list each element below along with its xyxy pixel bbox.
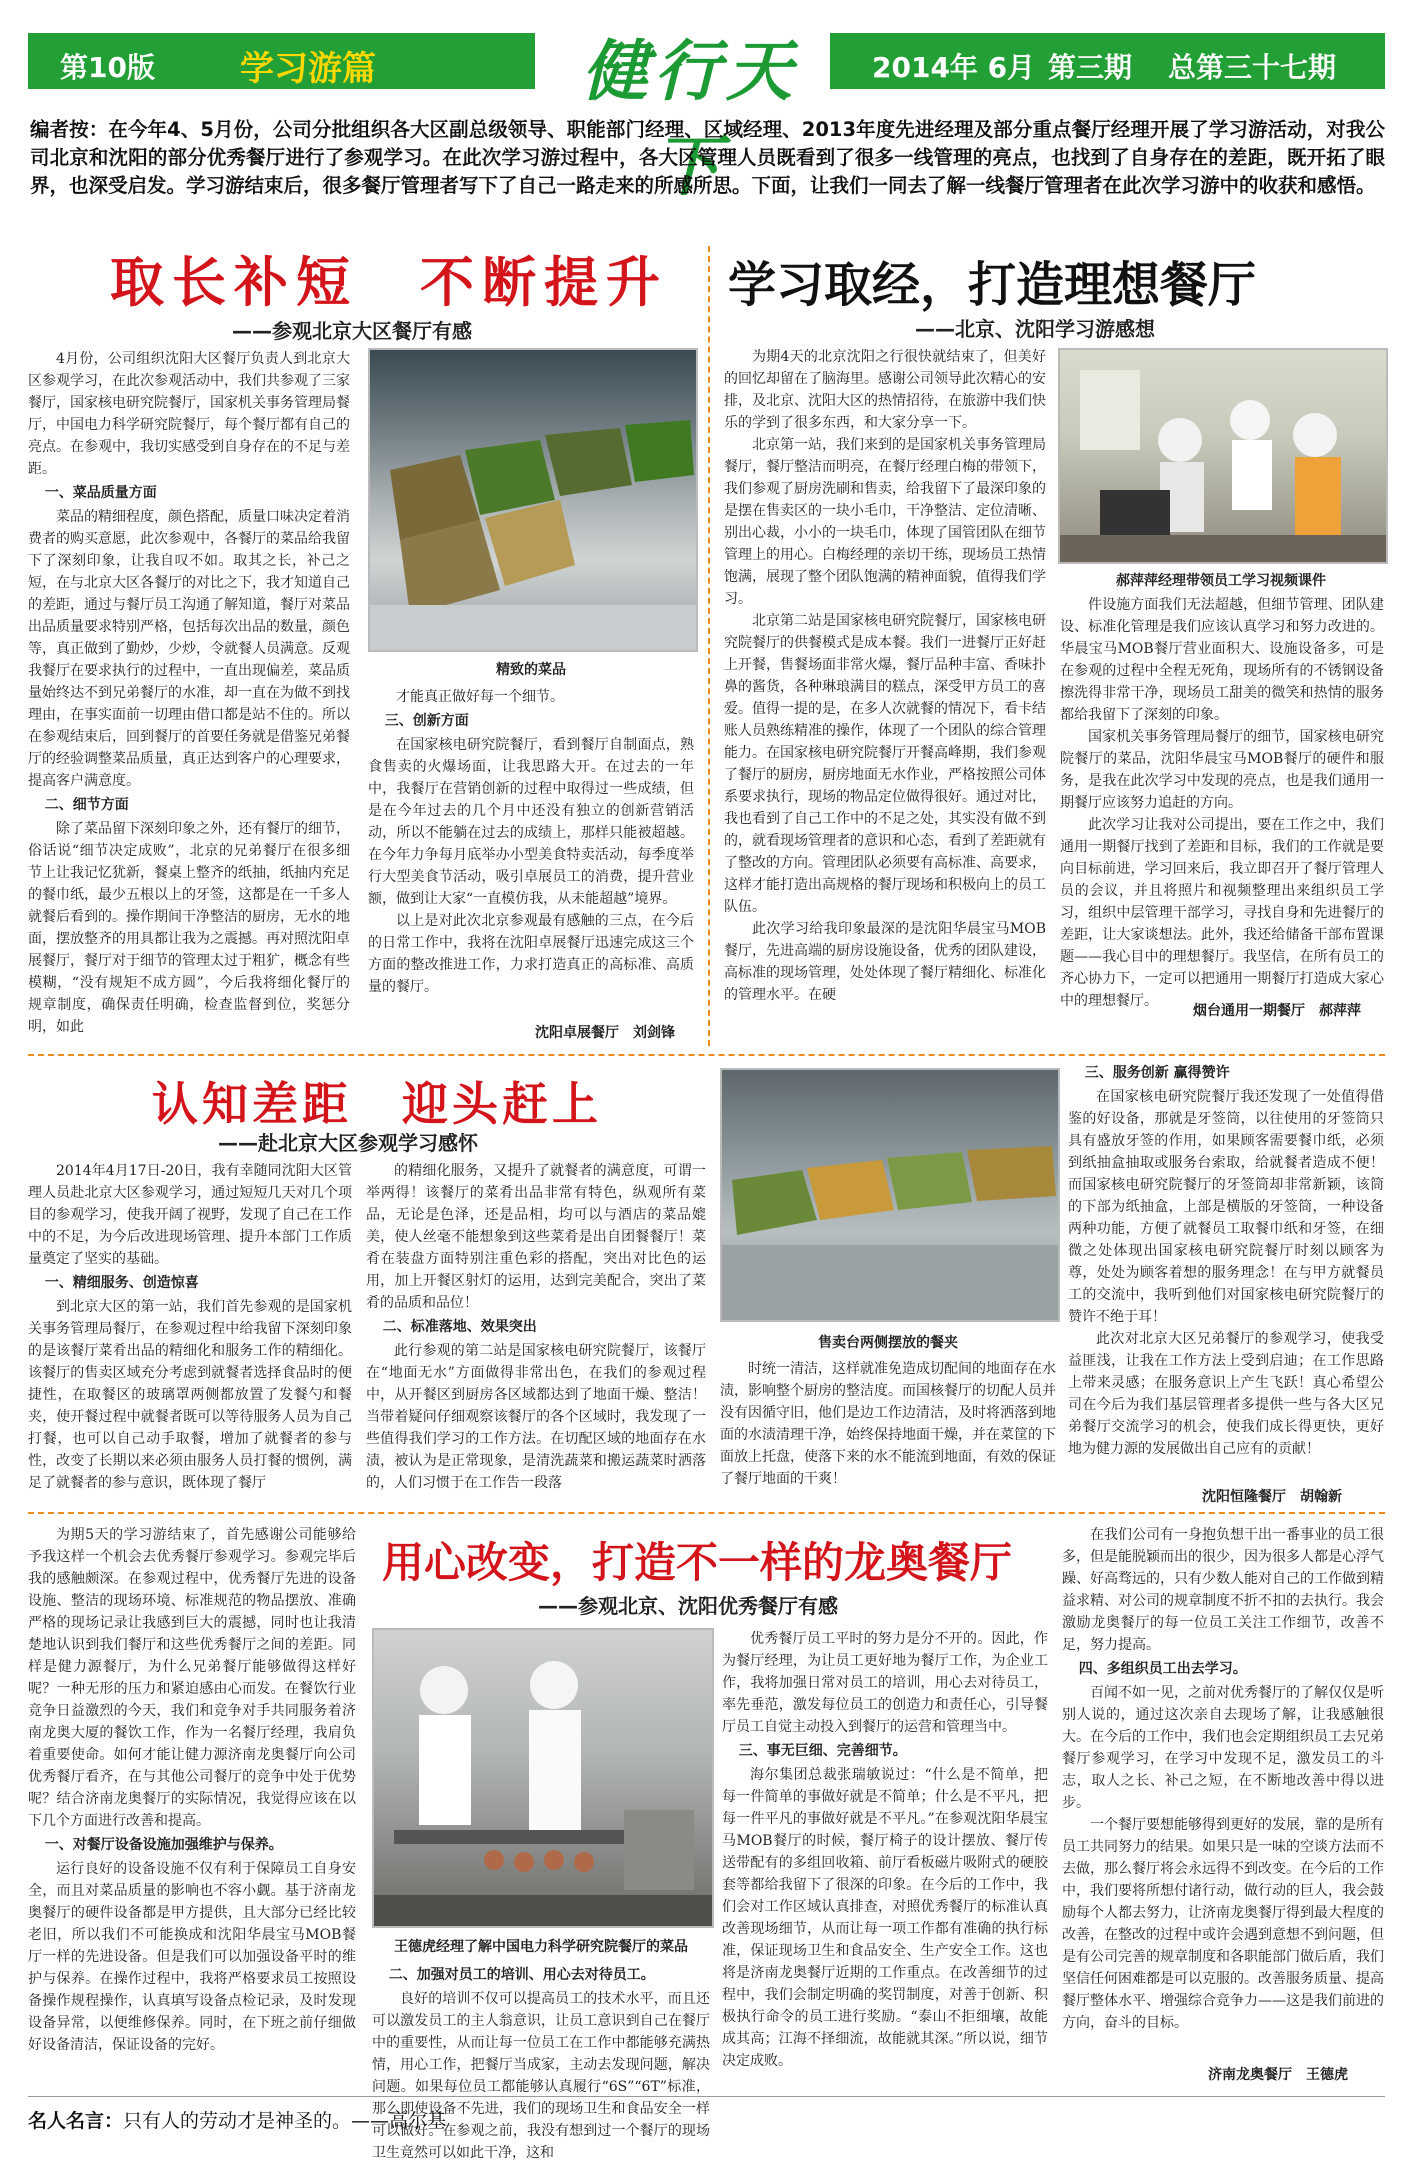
paragraph: 4月份，公司组织沈阳大区餐厅负责人到北京大区参观学习，在此次参观活动中，我们共参观了三家餐厅，国家核电研究院餐厅，国家机关事务管理局餐厅，中国电力科学研究院餐厅，每个餐厅都有自己的亮点。在参观中，我切实感受到自身存在的不足与差距。 — [28, 351, 350, 477]
article3-title: 认知差距 迎头赶上 — [152, 1077, 602, 1131]
training-illustration — [1060, 350, 1386, 562]
article2-title: 学习取经，打造理想餐厅 — [728, 257, 1257, 313]
section-heading: 三、事无巨细、完善细节。 — [738, 1743, 907, 1759]
section-heading: 四、多组织员工出去学习。 — [1078, 1661, 1247, 1677]
article3-caption: 售卖台两侧摆放的餐夹 — [818, 1335, 958, 1351]
training-photo — [1058, 348, 1388, 564]
article4-col3 — [722, 1628, 1048, 2094]
kitchen-photo — [372, 1628, 714, 1928]
article4-title: 用心改变，打造不一样的龙奥餐厅 — [382, 1538, 1013, 1587]
article2-col2 — [1060, 594, 1384, 1009]
article3-col2 — [366, 1160, 706, 1491]
paragraph: 的精细化服务，又提升了就餐者的满意度，可谓一举两得！该餐厅的菜肴出品非常有特色，纵观所有菜品，无论是色泽，还是品相，均可以与酒店的菜品媲美，使人丝毫不能想象到这些菜肴是出自团餐餐厅！菜肴在装盘方面特别注重色彩的搭配，突出对比色的运用，加上开餐区射灯的运用，达到完美配合，突出了菜肴的品质和品位！ — [366, 1163, 706, 1311]
paragraph: 海尔集团总裁张瑞敏说过：“什么是不简单，把每一件简单的事做好就是不简单；什么是不平凡，把每一件平凡的事做好就是不平凡。”在参观沈阳华晨宝马MOB餐厅的时候，餐厅椅子的设计摆放、餐厅传送带配有的多组回收箱、前厅看板磁片吸附式的硬胶套等都给我留下了很深的印象。在今后的工作中，我们会对工作区域认真排查，对照优秀餐厅的标准认真改善现场细节，从而让每一项工作都有准确的执行标准，保证现场卫生和食品安全、生产安全工作。这也将是济南龙奥餐厅近期的工作重点。在改善细节的过程中，我们会制定明确的奖罚制度，对善于创新、积极执行命令的员工进行奖励。“泰山不拒细壤，故能成其高；江海不择细流，故能就其深。”所以说，细节决定成败。 — [722, 1767, 1048, 2069]
article4-col1 — [28, 1524, 356, 2090]
section-heading: 一、对餐厅设备设施加强维护与保养。 — [44, 1837, 283, 1853]
article2-subtitle: ——北京、沈阳学习游感想 — [915, 317, 1155, 341]
article3-signature: 沈阳恒隆餐厅 胡翰新 — [1202, 1489, 1342, 1505]
article3-col1 — [28, 1160, 352, 1491]
article2-col1 — [724, 346, 1046, 1046]
paragraph: 此行参观的第二站是国家核电研究院餐厅，该餐厅在“地面无水”方面做得非常出色，在我们的参观过程中，从开餐区到厨房各区域都达到了地面干燥、整洁！当带着疑问仔细观察该餐厅的各个区域时，我发现了一些值得我们学习的工作方法。在切配区域的地面存在水渍，被认为是正常现象，是清洗蔬菜和搬运蔬菜时洒落的，人们习惯于在工作告一段落 — [366, 1343, 706, 1491]
section-divider — [28, 1512, 1385, 1514]
masthead: 健行天下 — [582, 32, 798, 205]
paragraph: 此次对北京大区兄弟餐厅的参观学习，使我受益匪浅，让我在工作方法上受到启迪；在工作思路上带来灵感；在服务意识上产生飞跃！真心希望公司在今后为我们基层管理者多提供一些与各大区兄弟餐厅交流学习的机会，使我们成长得更快，更好地为健力源的发展做出自己应有的贡献！ — [1068, 1331, 1384, 1457]
paragraph: 才能真正做好每一个细节。 — [396, 689, 564, 705]
paragraph: 优秀餐厅员工平时的努力是分不开的。因此，作为餐厅经理，为让员工更好地为餐厅工作，为企业工作，我将加强日常对员工的培训，用心去对待员工，率先垂范，激发每位员工的创造力和责任心，引导餐厅员工自觉主动投入到餐厅的运营和管理当中。 — [722, 1631, 1048, 1735]
dishes-photo — [368, 348, 698, 652]
paragraph: 2014年4月17日-20日，我有幸随同沈阳大区管理人员赴北京大区参观学习，通过短短几天对几个项目的参观学习，使我开阔了视野，发现了自己在工作中的不足，为今后改进现场管理、提升本部门工作质量奠定了坚实的基础。 — [28, 1163, 352, 1267]
paragraph: 在国家核电研究院餐厅我还发现了一处值得借鉴的好设备，那就是牙签筒，以往使用的牙签筒只具有盛放牙签的作用，如果顾客需要餐巾纸，必须到纸抽盒抽取或服务台索取，给就餐者造成不便！而国家核电研究院餐厅的牙签筒却非常新颖，该筒的下部为纸抽盒，上部是横版的牙签筒，一种设备两种功能，方便了就餐员工取餐巾纸和牙签，在细微之处体现出国家核电研究院餐厅时刻以顾客为尊，处处为顾客着想的服务理念！在与甲方就餐员工的交流中，我听到他们对国家核电研究院餐厅的赞许不绝于耳！ — [1068, 1089, 1384, 1325]
paragraph: 为期5天的学习游结束了，首先感谢公司能够给予我这样一个机会去优秀餐厅参观学习。参观完毕后我的感触颇深。在参观过程中，优秀餐厅先进的设备设施、整洁的现场环境、标准规范的物品摆放、准确严格的现场记录让我感到巨大的震撼，同时也让我清楚地认识到我们餐厅和这些优秀餐厅之间的差距。同样是健力源餐厅，为什么兄弟餐厅能够做得这样好呢？一种无形的压力和紧迫感由心而发。在餐饮行业竞争日益激烈的今天，我们和竞争对手共同服务着济南龙奥大厦的餐饮工作，作为一名餐厅经理，我肩负着重要使命。如何才能让健力源济南龙奥餐厅向公司优秀餐厅看齐，在与其他公司餐厅的竞争中处于优势呢？结合济南龙奥餐厅的实际情况，我觉得应该在以下几个方面进行改善和提高。 — [28, 1527, 356, 1829]
paragraph: 此次学习给我印象最深的是沈阳华晨宝马MOB餐厅，先进高端的厨房设施设备，优秀的团队建设，高标准的现场管理，处处体现了餐厅精细化、标准化的管理水平。在硬 — [724, 921, 1046, 1003]
paragraph: 件设施方面我们无法超越，但细节管理、团队建设、标准化管理是我们应该认真学习和努力改进的。华晨宝马MOB餐厅营业面积大、设施设备多，可是在参观的过程中全程无死角，现场所有的不锈钢设备擦洗得非常干净，现场员工甜美的微笑和热情的服务都给我留下了深刻的印象。 — [1060, 597, 1384, 723]
header-right-bar — [830, 33, 1385, 89]
section-heading: 三、创新方面 — [384, 713, 469, 729]
section-divider — [28, 1054, 1385, 1056]
paragraph: 时统一清洁，这样就准免造成切配间的地面存在水渍，影响整个厨房的整洁度。而国核餐厅的切配人员并没有因循守旧，他们是边工作边清洁，及时将洒落到地面的水渍清理干净，始终保持地面干燥，并在菜筐的下面放上托盘，使落下来的水不能流到地面，有效的保证了餐厅地面的干爽！ — [720, 1361, 1056, 1487]
article1-subtitle: ——参观北京大区餐厅有感 — [232, 319, 472, 343]
section-heading: 三、服务创新 赢得赞许 — [1084, 1065, 1230, 1081]
article1-signature: 沈阳卓展餐厅 刘剑锋 — [535, 1025, 675, 1041]
column-divider — [708, 246, 710, 1046]
paragraph: 国家机关事务管理局餐厅的细节，国家核电研究院餐厅的菜品，沈阳华晨宝马MOB餐厅的硬件和服务，是我在此次学习中发现的亮点，也是我们通用一期餐厅应该努力追赶的方向。 — [1060, 729, 1384, 811]
section-heading: 二、加强对员工的培训、用心去对待员工。 — [388, 1967, 655, 1983]
article2-caption: 郝萍萍经理带领员工学习视频课件 — [1116, 573, 1326, 589]
article1-col1 — [28, 348, 350, 1044]
paragraph: 除了菜品留下深刻印象之外，还有餐厅的细节，俗话说“细节决定成败”，北京的兄弟餐厅在很多细节上让我记忆犹新，餐桌上整齐的纸抽，纸抽内充足的餐巾纸，最少五根以上的牙签，这都是在一千多人就餐后看到的。操作期间干净整洁的厨房，无水的地面，摆放整齐的用具都让我为之震撼。再对照沈阳卓展餐厅，餐厅对于细节的管理太过于粗犷，概念有些模糊，“没有规矩不成方圆”，今后我将细化餐厅的规章制度，确保责任明确，检查监督到位，奖惩分明，如此 — [28, 821, 350, 1035]
article1-caption: 精致的菜品 — [496, 662, 566, 678]
paragraph: 此次学习让我对公司提出，要在工作之中，我们通用一期餐厅找到了差距和目标，我们的工作就是要向目标前进，学习回来后，我立即召开了餐厅管理人员的会议，并且将照片和视频整理出来组织员工学习，组织中层管理干部学习，寻找自身和先进餐厅的差距，让大家谈想法。此外，我还给储备干部布置课题——我心目中的理想餐厅。我坚信，在所有员工的齐心协力下，一定可以把通用一期餐厅打造成大家心中的理想餐厅。 — [1060, 817, 1384, 1009]
article4-subtitle: ——参观北京、沈阳优秀餐厅有感 — [538, 1594, 838, 1618]
issue-total: 总第三十七期 — [1168, 51, 1337, 84]
article4-col2 — [372, 1962, 710, 2161]
issue-date: 2014年 6月 — [872, 51, 1036, 84]
paragraph: 在我们公司有一身抱负想干出一番事业的员工很多，但是能脱颖而出的很少，因为很多人都是心浮气躁、好高骛远的，只有少数人能对自己的工作做到精益求精、对公司的规章制度不折不扣的去执行。我会激励龙奥餐厅的每一位员工关注工作细节，改善不足，努力提高。 — [1062, 1527, 1384, 1653]
quote-label: 名人名言： — [28, 2110, 124, 2132]
article1-col2 — [368, 686, 694, 1020]
article3-col4 — [1068, 1060, 1384, 1480]
paragraph: 菜品的精细程度，颜色搭配，质量口味决定着消费者的购买意愿，此次参观中，各餐厅的菜品给我留下了深刻印象，让我自叹不如。取其之长，补己之短，在与北京大区各餐厅的对比之下，我才知道自己的差距，通过与餐厅员工沟通了解知道，餐厅对菜品出品质量要求特别严格，包括每次出品的数量，颜色等，真正做到了勤炒，少炒，令就餐人员满意。反观我餐厅在要求执行的过程中，一直出现偏差，菜品质量始终达不到兄弟餐厅的水准，却一直在为做不到找理由，在事实面前一切理由借口都是站不住的。所以在参观结束后，回到餐厅的首要任务就是借鉴兄弟餐厅的经验调整菜品质量，真正达到客户的心理要求，提高客户满意度。 — [28, 509, 350, 789]
footer-quote — [28, 2106, 446, 2133]
article2-signature: 烟台通用一期餐厅 郝萍萍 — [1193, 1003, 1361, 1019]
article4-signature: 济南龙奥餐厅 王德虎 — [1208, 2067, 1348, 2083]
article4-caption: 王德虎经理了解中国电力科学研究院餐厅的菜品 — [394, 1939, 688, 1955]
paragraph: 北京第一站，我们来到的是国家机关事务管理局餐厅，餐厅整洁而明亮，在餐厅经理白梅的带领下，我们参观了厨房洗刷和售卖，给我留下了最深印象的是摆在售卖区的一块小毛巾，干净整洁、定位清晰、别出心裁，小小的一块毛巾，体现了国管团队在细节管理上的用心。白梅经理的亲切干练，现场员工热情饱满，展现了整个团队饱满的精神面貌，值得我们学习。 — [724, 437, 1046, 607]
paragraph: 在国家核电研究院餐厅，看到餐厅自制面点，熟食售卖的火爆场面，让我思路大开。在过去的一年中，我餐厅在营销创新的过程中取得过一些成绩，但是在今年过去的几个月中还没有独立的创新营销活动，所以不能躺在过去的成绩上，那样只能被超越。在今年力争每月底举办小型美食特卖活动，每季度举行大型美食节活动，吸引卓展员工的消费，提升营业额，做到让大家“一直模仿我，从未能超越”境界。 — [368, 737, 694, 907]
serving-counter-illustration — [722, 1070, 1058, 1320]
section-heading: 一、精细服务、创造惊喜 — [44, 1275, 199, 1291]
article3-subtitle: ——赴北京大区参观学习感怀 — [218, 1131, 478, 1155]
section-name: 学习游篇 — [240, 49, 376, 89]
header-left-bar — [28, 33, 535, 89]
paragraph: 良好的培训不仅可以提高员工的技术水平，而且还可以激发员工的主人翁意识，让员工意识到自己在餐厅中的重要性，从而让每一位员工在工作中都能够充满热情，用心工作，把餐厅当成家，主动去发现问题，解决问题。如果每位员工都能够认真履行“6S”“6T”标准，那么即使设备不先进，我们的现场卫生和食品安全一样可以做好。在参观之前，我没有想到过一个餐厅的现场卫生竟然可以如此干净，这和 — [372, 1991, 710, 2161]
paragraph: 为期4天的北京沈阳之行很快就结束了，但美好的回忆却留在了脑海里。感谢公司领导此次精心的安排，及北京、沈阳大区的热情招待，在旅游中我们快乐的学到了很多东西，和大家分享一下。 — [724, 349, 1046, 431]
paragraph: 运行良好的设备设施不仅有利于保障员工自身安全，而且对菜品质量的影响也不容小觑。基于济南龙奥餐厅的硬件设备都是甲方提供，且大部分已经比较老旧，所以我们不可能换成和沈阳华晨宝马MOB餐厅一样的先进设备。但是我们可以加强设备平时的维护与保养。在操作过程中，我将严格要求员工按照设备操作规程操作，认真填写设备点检记录，及时发现设备异常，以便维修保养。同时，在下班之前仔细做好设备清洁，保证设备的完好。 — [28, 1861, 356, 2053]
serving-counter-photo — [720, 1068, 1060, 1322]
section-heading: 二、细节方面 — [44, 797, 129, 813]
issue-number: 第三期 — [1048, 51, 1133, 84]
paragraph: 一个餐厅要想能够得到更好的发展，靠的是所有员工共同努力的结果。如果只是一味的空谈方法而不去做，那么餐厅将会永远得不到改变。在今后的工作中，我们要将所想付诸行动，做行动的巨人，我会鼓励每个人都去努力，让济南龙奥餐厅得到最大程度的改善，在整改的过程中或许会遇到意想不到问题，但是有公司完善的规章制度和各职能部门做后盾，我们坚信任何困难都是可以克服的。改善服务质量、提高餐厅整体水平、增强综合竞争力——这是我们前进的方向，奋斗的目标。 — [1062, 1817, 1384, 2031]
section-heading: 一、菜品质量方面 — [44, 485, 157, 501]
quote-text: 只有人的劳动才是神圣的。——高尔基 — [123, 2110, 447, 2132]
article3-col3 — [720, 1358, 1056, 1508]
paragraph: 北京第二站是国家核电研究院餐厅，国家核电研究院餐厅的供餐模式是成本餐。我们一进餐厅正好赶上开餐，售餐场面非常火爆，餐厅品种丰富、香味扑鼻的酱货，各种琳琅满目的糕点，深受甲方员工的喜爱。值得一提的是，在多人次就餐的情况下，看卡结账人员熟练精准的操作，体现了一个团队的综合管理能力。在国家核电研究院餐厅开餐高峰期，我们参观了餐厅的厨房，厨房地面无水作业，严格按照公司体系要求执行，现场的物品定位做得很好。通过对比，我也看到了自己工作中的不足之处，其实没有做不到的，就看现场管理者的意识和心态，看到了差距就有了整改的方向。管理团队必须要有高标准、高要求，这样才能打造出高规格的餐厅现场和积极向上的员工队伍。 — [724, 613, 1046, 915]
editor-note: 编者按：在今年4、5月份，公司分批组织各大区副总级领导、职能部门经理、区域经理、2013年度先进经理及部分重点餐厅经理开展了学习游活动，对我公司北京和沈阳的部分优秀餐厅进行了参观学习。在此次学习游过程中，各大区管理人员既看到了很多一线管理的亮点，也找到了自身存在的差距，既开拓了眼界，也深受启发。学习游结束后，很多餐厅管理者写下了自己一路走来的所感所思。下面，让我们一同去了解一线餐厅管理者在此次学习游中的收获和感悟。 — [30, 118, 1385, 197]
article4-col4 — [1062, 1524, 1384, 2054]
kitchen-illustration — [374, 1630, 712, 1926]
section-heading: 二、标准落地、效果突出 — [382, 1319, 537, 1335]
paragraph: 到北京大区的第一站，我们首先参观的是国家机关事务管理局餐厅，在参观过程中给我留下深刻印象的是该餐厅菜肴出品的精细化和服务工作的精细化。该餐厅的售卖区域充分考虑到就餐者选择食品时的便捷性，在取餐区的玻璃罩两侧都放置了发餐勺和餐夹，使开餐过程中就餐者既可以等待服务人员为自己打餐，也可以自己动手取餐，增加了就餐者的参与性，改变了长期以来必须由服务人员打餐的惯例，满足了就餐者的参与意识，既体现了餐厅 — [28, 1299, 352, 1491]
article1-title: 取长补短 不断提升 — [110, 250, 668, 314]
footer-rule — [28, 2096, 1385, 2097]
paragraph: 百闻不如一见，之前对优秀餐厅的了解仅仅是听别人说的，通过这次亲自去现场了解，让我感触很大。在今后的工作中，我们也会定期组织员工去兄弟餐厅参观学习，在学习中发现不足，激发员工的斗志，取人之长、补己之短，在不断地改善中得以进步。 — [1062, 1685, 1384, 1811]
dishes-illustration — [370, 350, 696, 650]
page-number: 第10版 — [60, 51, 155, 84]
paragraph: 以上是对此次北京参观最有感触的三点，在今后的日常工作中，我将在沈阳卓展餐厅迅速完成这三个方面的整改推进工作，力求打造真正的高标准、高质量的餐厅。 — [368, 913, 694, 995]
